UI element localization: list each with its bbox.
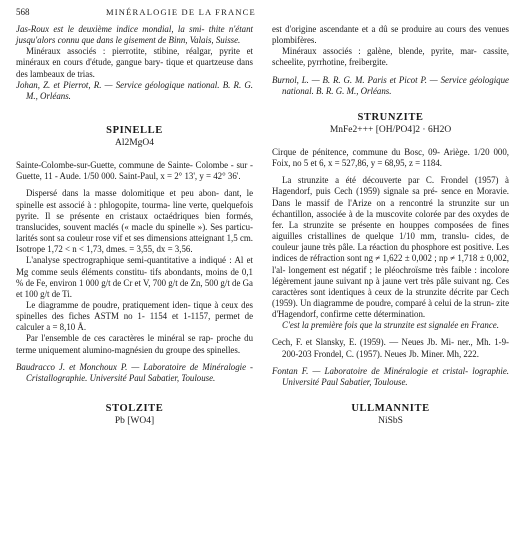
strunzite-description: La strunzite a été découverte par C. Frondel (1957) à Hagendorf, puis Cech (1959) signale sa pré- sence en Moravie. Dans le massif de l'Arize on a rencontré la strunzite sur un échantillon, associée à de la muscovite colorée par des oxydes de fer. La strunzite se présente en houppes composées de fines aiguilles cristallines de quelque 1/10 mm, translu- cides, de couleur jaune très pâle. La réaction du phosphore est positive. Les indices de réfraction sont ng ≠ 1,622 ± 0,002 ; np ≠ 1,718 ± 0,002, l'al- longement est négatif ; le pléochroïsme très faible : incolore légèrement jaune suivant np à jaune vert très pâle suivant ng. Ces caractères sont identiques à ceux de la strunzite décrite par Cech (1959). Un diagramme de poudre, comparé à celui de la strun- zite d'Hagendorf, confirme cette détermination. [272, 175, 510, 320]
left-column [16, 24, 253, 428]
spinelle-formula: Al2MgO4 [114, 138, 155, 149]
associated-minerals: Minéraux associés : galène, blende, pyrite, mar- cassite, scheelite, pyrrhotine, freibergite. [272, 46, 509, 68]
continuation-text: est d'origine ascendante et a dû se produire au cours des venues plombifères. [272, 24, 509, 46]
burnol-author: Burnol, L. — B. R. G. M. Paris et Picot P. — Service géologique national. B. R. G. M., Orléans. [272, 74, 509, 96]
smithite-associated-minerals: Minéraux associés : pierrotite, stibine, réalgar, pyrite et minéraux en cours d'étude, gangue bary- tique et quartzeuse dans des lambeaux de trias. [16, 46, 253, 79]
page-header [16, 7, 509, 21]
strunzite-note: C'est la première fois que la strunzite est signalée en France. [282, 320, 499, 331]
strunzite-locality: Cirque de pénitence, commune du Bosc, 09- Ariège. 1/20 000, Foix, no 5 et 6, x = 527,86, y = 68,95, z = 1184. [272, 146, 509, 169]
spinelle-description: Dispersé dans la masse dolomitique et peu abon- dant, le spinelle est associé à : phlogopite, tourma- line verte, quelquefois pyrite. Il se présente en cristaux octaédriques bien formés, translucides, souvent maclés (« macle du spinelle »). Ses particu- larités sont sa couleur rose vif et ses dimensions atteignant 1,5 cm. Isotrope 1,72 < n < 1,73, dmes. = 3,55, dx = 3,56. [16, 188, 254, 255]
stolzite-title: STOLZITE [105, 403, 164, 415]
spinelle-analysis: L'analyse spectrographique semi-quantitative a indiqué : Al et Mg comme seuls éléments constitu- tifs abondants, moins de 0,1 % de Fe, environ 1 000 g/t de Cr et V, 700 g/t de Zn, 500 g/t de Ga et 100 g/t de Ti. [16, 255, 253, 299]
spinelle-locality: Sainte-Colombe-sur-Guette, commune de Sainte- Colombe - sur - Guette, 11 - Aude. 1/50 000. Saint-Paul, x = 2° 13', y = 42° 36'. [16, 160, 253, 182]
ullmannite-formula: NiSbS [378, 416, 403, 427]
page-number: 568 [16, 7, 30, 17]
spinelle-powder-diagram: Le diagramme de poudre, pratiquement iden- tique à ceux des spinelles des fiches ASTM no 1- 1154 et 1-1157, permet de calculer a = 8,10 Å. [16, 299, 254, 333]
strunzite-author: Fontan F. — Laboratoire de Minéralogie et cristal- lographie. Université Paul Sabatier, Toulouse. [272, 365, 509, 387]
strunzite-formula: MnFe2+++ [OH/PO4]2 · 6H2O [329, 124, 452, 135]
smithite-author: Johan, Z. et Pierrot, R. — Service géologique national. B. R. G. M., Orléans. [16, 79, 253, 101]
strunzite-references: Cech, F. et Slansky, E. (1959). — Neues Jb. Mi- ner., Mh. 1-9-200-203 Frondel, C. (1957). Neues Jb. Miner. Mh, 222. [272, 337, 510, 359]
running-title: MINÉRALOGIE DE LA FRANCE [106, 7, 256, 17]
spinelle-conclusion: Par l'ensemble de ces caractères le minéral se rap- proche du terme uniquement alumino-magnésien du groupe des spinelles. [16, 333, 254, 355]
smithite-intro: Jas-Roux est le deuxième indice mondial, la smi- thite n'étant jusqu'alors connu que dans le gisement de Binn, Valais, Suisse. [16, 24, 254, 46]
spinelle-author: Baudracco J. et Monchoux P. — Laboratoire de Minéralogie - Cristallographie. Université Paul Sabatier, Toulouse. [16, 361, 254, 383]
stolzite-formula: Pb [WO4] [114, 416, 155, 427]
two-column-body [16, 24, 509, 428]
strunzite-title: STRUNZITE [357, 111, 424, 123]
ullmannite-title: ULLMANNITE [351, 403, 430, 415]
right-column [272, 24, 509, 428]
spinelle-title: SPINELLE [106, 125, 163, 137]
